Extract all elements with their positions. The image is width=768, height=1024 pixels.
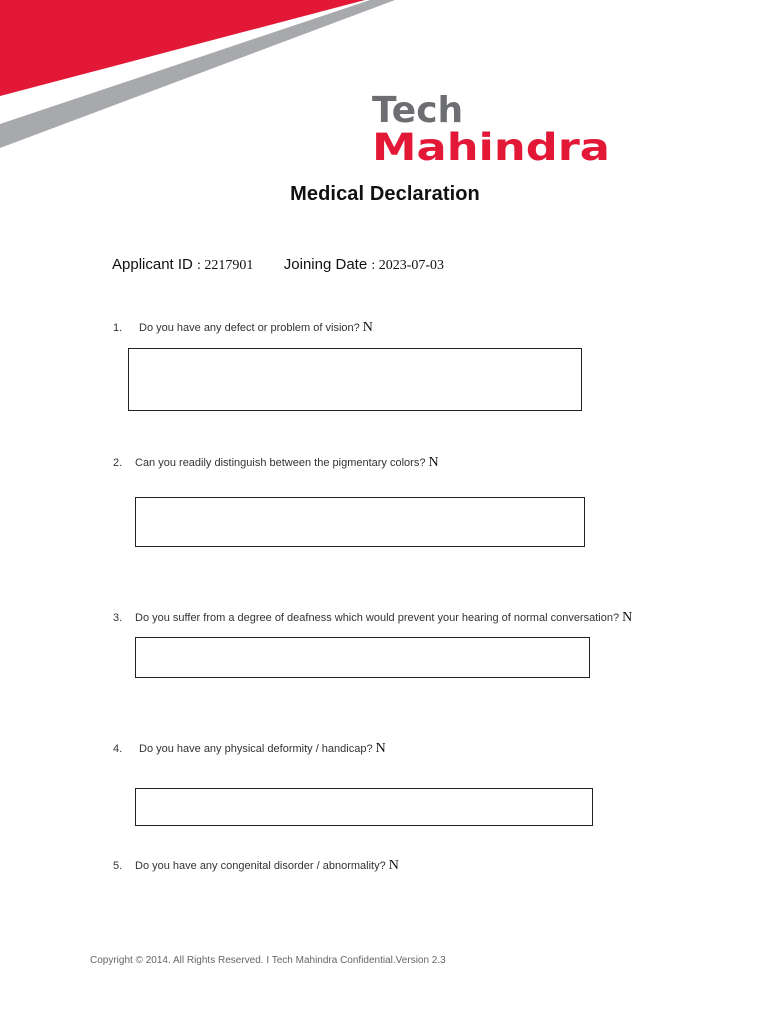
question-answer: N [428,455,439,470]
question-answer: N [388,858,399,873]
question-3-details-box[interactable] [135,637,590,678]
footer-copyright: Copyright © 2014. All Rights Reserved. I Tech Mahindra Confidential.Version 2.3 [90,955,446,966]
question-2 [113,455,439,471]
question-5 [113,858,399,874]
applicant-id-label: Applicant ID [112,256,193,273]
question-text: Do you suffer from a degree of deafness which would prevent your hearing of normal conversation? [135,612,620,624]
red-banner-shape [0,0,365,96]
question-4 [113,741,386,757]
question-1 [113,320,373,336]
question-number: 1. [113,322,123,334]
question-text: Can you readily distinguish between the pigmentary colors? [135,457,426,469]
question-3 [113,610,632,626]
applicant-id-value: : 2217901 [197,258,254,273]
question-text: Do you have any congenital disorder / abnormality? [135,860,386,872]
tech-mahindra-logo [370,88,620,168]
question-2-details-box[interactable] [135,497,585,547]
logo-mahindra-text: Mahindra [372,126,610,168]
joining-date-label: Joining Date [283,256,368,273]
question-text: Do you have any physical deformity / handicap? [139,743,373,755]
question-number: 5. [113,860,123,872]
question-answer: N [362,320,373,335]
page-title: Medical Declaration [290,183,480,205]
joining-date-value: : 2023-07-03 [371,258,445,273]
question-1-details-box[interactable] [128,348,582,411]
question-number: 2. [113,457,123,469]
question-answer: N [622,610,633,625]
question-text: Do you have any defect or problem of vision? [139,322,360,334]
question-answer: N [375,741,386,756]
question-number: 3. [113,612,123,624]
logo-tech-text: Tech [372,90,464,131]
applicant-info-line [112,256,444,274]
question-number: 4. [113,743,123,755]
question-4-details-box[interactable] [135,788,593,826]
